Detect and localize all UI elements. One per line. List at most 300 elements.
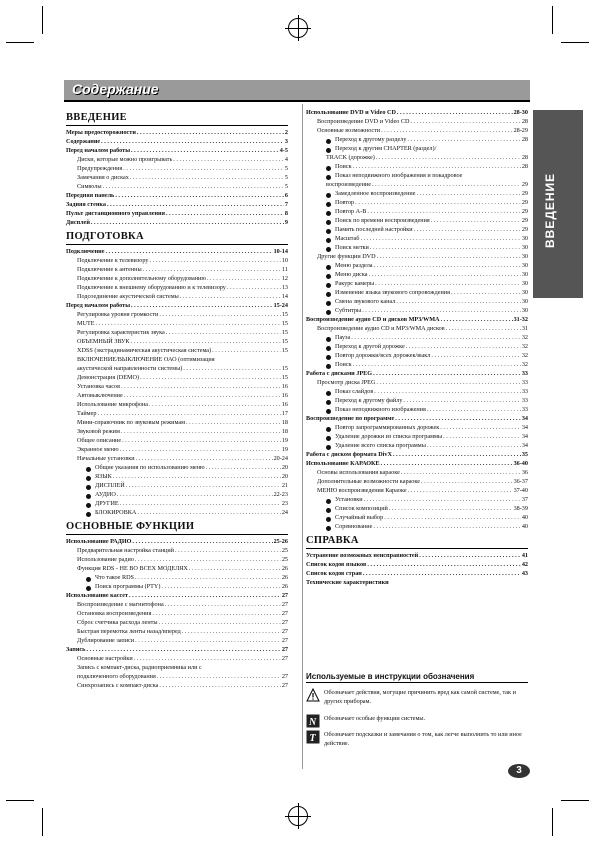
dot-leader: [367, 207, 520, 216]
toc-entry-title: Использование РАДИО: [66, 538, 132, 545]
dot-leader: [123, 164, 284, 173]
toc-entry-title: ОБЪЕМНЫЙ ЗВУК: [77, 338, 130, 345]
toc-entry[interactable]: [306, 315, 528, 324]
toc-entry[interactable]: [66, 645, 288, 654]
toc-entry-page: 16: [281, 392, 288, 399]
toc-entry[interactable]: [66, 654, 288, 663]
toc-entry[interactable]: [66, 191, 288, 200]
dot-leader: [374, 387, 521, 396]
toc-entry-title: АУДИО: [95, 491, 116, 498]
toc-entry[interactable]: [66, 582, 288, 591]
toc-entry[interactable]: [306, 279, 528, 288]
toc-entry-page: 33: [521, 397, 528, 404]
dot-leader: [135, 636, 281, 645]
toc-entry[interactable]: [66, 636, 288, 645]
toc-entry[interactable]: [306, 387, 528, 396]
legend-text: Обозначает действия, могущие причинить вред как самой системе, так и других приборам.: [324, 689, 516, 705]
toc-entry[interactable]: [66, 564, 288, 573]
toc-entry-title: ДРУГИЕ: [95, 500, 119, 507]
toc-entry-title: Субтитры: [335, 307, 362, 314]
dot-leader: [180, 292, 281, 301]
toc-entry[interactable]: [306, 288, 528, 297]
toc-entry[interactable]: [66, 182, 288, 191]
toc-entry[interactable]: [306, 396, 528, 405]
toc-entry-page: 41: [521, 552, 528, 559]
toc-entry-title: Воспроизведение аудио CD и MP3/WMA дисков: [317, 325, 445, 332]
toc-entry-title: Масштаб: [335, 235, 360, 242]
toc-entry-title: Воспроизведение DVD и Video CD: [317, 118, 410, 125]
bullet-icon: [326, 283, 331, 288]
toc-entry-page: 33: [521, 379, 528, 386]
toc-entry-title: Таймер: [77, 410, 97, 417]
dot-leader: [136, 454, 273, 463]
toc-entry[interactable]: [306, 135, 528, 144]
toc-entry-page: 30: [521, 235, 528, 242]
toc-entry-title: Работа с диском формата DivX: [306, 451, 392, 458]
toc-entry-title: Основы использования караоке: [317, 469, 400, 476]
toc-entry[interactable]: [66, 173, 288, 182]
bullet-icon: [326, 265, 331, 270]
toc-entry[interactable]: [66, 508, 288, 517]
toc-entry[interactable]: [66, 609, 288, 618]
toc-entry-page: 30: [521, 262, 528, 269]
toc-entry[interactable]: [66, 128, 288, 137]
toc-entry-title: Меню раздела: [335, 262, 373, 269]
toc-entry-title: Общее описание: [77, 437, 122, 444]
toc-entry-title: Другие функции DVD: [317, 253, 376, 260]
toc-entry-page: 37: [521, 496, 528, 503]
dot-leader: [129, 591, 281, 600]
toc-entry[interactable]: [306, 369, 528, 378]
toc-entry[interactable]: [66, 319, 288, 328]
bullet-icon: [326, 346, 331, 351]
toc-entry-title: Переход к другой дорожке: [335, 343, 405, 350]
toc-entry[interactable]: [306, 551, 528, 560]
toc-entry-page: 18: [281, 419, 288, 426]
toc-entry[interactable]: [66, 164, 288, 173]
toc-entry[interactable]: [306, 324, 528, 333]
toc-entry-page: 19: [281, 446, 288, 453]
dot-leader: [159, 681, 280, 690]
toc-entry[interactable]: [66, 373, 288, 382]
toc-entry[interactable]: [66, 418, 288, 427]
toc-entry-title: Повтор запрограммированных дорожек: [335, 424, 440, 431]
toc-entry-title: Регулировка характеристик звука: [77, 329, 165, 336]
toc-entry[interactable]: [66, 481, 288, 490]
toc-entry[interactable]: [66, 427, 288, 436]
toc-entry[interactable]: [66, 454, 288, 463]
toc-entry[interactable]: [66, 463, 288, 472]
toc-entry-page: 18: [281, 428, 288, 435]
toc-entry-page: 15: [281, 329, 288, 336]
toc-entry[interactable]: [66, 137, 288, 146]
dot-leader: [410, 117, 520, 126]
toc-entry-page: 4-5: [279, 147, 288, 154]
dot-leader: [189, 564, 281, 573]
toc-entry-page: 22-23: [273, 491, 288, 498]
dot-leader: [207, 274, 281, 283]
toc-entry[interactable]: [306, 207, 528, 216]
dot-leader: [397, 108, 513, 117]
toc-entry[interactable]: [66, 672, 288, 681]
toc-entry[interactable]: [66, 200, 288, 209]
toc-entry[interactable]: [306, 162, 528, 171]
toc-entry[interactable]: [306, 351, 528, 360]
toc-entry[interactable]: [306, 432, 528, 441]
toc-entry-title: Список кодов языков: [306, 561, 367, 568]
toc-entry-title: Удаление всего списка программы: [335, 442, 426, 449]
dot-leader: [131, 301, 273, 310]
dot-leader: [443, 432, 521, 441]
toc-entry[interactable]: [306, 252, 528, 261]
crop-mark: [42, 808, 43, 836]
toc-entry-title: Начальные установки: [77, 455, 135, 462]
toc-entry-title: Повтор: [335, 199, 355, 206]
toc-entry-title: Диски, которые можно проигрывать: [77, 156, 173, 163]
toc-entry[interactable]: [66, 256, 288, 265]
toc-entry[interactable]: [66, 445, 288, 454]
toc-entry-title: Быстрая перемотка ленты назад/вперед: [77, 628, 181, 635]
toc-entry[interactable]: [306, 378, 528, 387]
toc-entry[interactable]: [306, 495, 528, 504]
toc-entry[interactable]: [306, 486, 528, 495]
toc-entry-title: Воспроизведение аудио CD и дисков MP3/WMA: [306, 316, 440, 323]
bullet-icon: [326, 526, 331, 531]
dot-leader: [86, 645, 280, 654]
toc-entry-title: Показ неподвижного изображения и покадровое: [335, 172, 463, 179]
dot-leader: [113, 472, 281, 481]
toc-entry[interactable]: [306, 225, 528, 234]
toc-entry-title: ВКЛЮЧЕНИЕ/ВЫКЛЮЧЕНИЕ ОАО (оптимизация: [77, 356, 215, 363]
toc-entry[interactable]: [306, 468, 528, 477]
toc-entry[interactable]: [306, 450, 528, 459]
toc-entry-title: Общие указания по использованию меню: [95, 464, 205, 471]
bullet-icon: [326, 517, 331, 522]
toc-entry[interactable]: [306, 117, 528, 126]
toc-entry[interactable]: [306, 171, 528, 180]
toc-entry-page: 27: [281, 682, 288, 689]
toc-entry-page: 29: [521, 190, 528, 197]
toc-entry[interactable]: [306, 261, 528, 270]
toc-entry-page: 16: [281, 383, 288, 390]
toc-entry-title: Запись с компакт-диска, радиоприемника или с: [77, 664, 202, 671]
toc-entry-page: 33: [521, 370, 528, 377]
dot-leader: [149, 256, 280, 265]
toc-entry-title: Подсоединение акустической системы: [77, 293, 179, 300]
toc-entry-page: 28-30: [513, 109, 528, 116]
toc-entry-title: Замедленное воспроизведение: [335, 190, 416, 197]
toc-entry-title: Показ неподвижного изображения: [335, 406, 426, 413]
bullet-icon: [326, 139, 331, 144]
toc-entry-page: 19: [281, 437, 288, 444]
toc-entry[interactable]: [66, 409, 288, 418]
toc-entry-page: 20: [281, 464, 288, 471]
dot-leader: [212, 346, 281, 355]
toc-entry-title: Использование КАРАОКЕ: [306, 460, 380, 467]
toc-entry-title: Установки: [335, 496, 363, 503]
dot-leader: [140, 373, 281, 382]
toc-entry[interactable]: [306, 243, 528, 252]
toc-entry-title: Переход к другому разделу: [335, 136, 407, 143]
toc-entry-title: Дополнительные возможности караоке: [317, 478, 420, 485]
toc-entry[interactable]: [306, 560, 528, 569]
toc-entry-title: TRACK (дорожке): [326, 154, 375, 161]
toc-entry[interactable]: [306, 198, 528, 207]
toc-entry[interactable]: [66, 537, 288, 546]
dot-leader: [96, 319, 281, 328]
toc-entry[interactable]: [66, 274, 288, 283]
toc-entry-title: Установка часов: [77, 383, 121, 390]
toc-entry[interactable]: [306, 153, 528, 162]
toc-entry-page: 31: [521, 325, 528, 332]
toc-entry[interactable]: [66, 292, 288, 301]
toc-entry-title: Воспроизведение с магнитофона: [77, 601, 164, 608]
toc-entry-title: ДИСПЛЕЙ: [95, 482, 125, 489]
side-tab-label: ВВЕДЕНИЕ: [543, 172, 557, 248]
toc-entry-title: Поиск метки: [335, 244, 369, 251]
toc-entry-page: 14: [281, 293, 288, 300]
toc-entry[interactable]: [306, 216, 528, 225]
bullet-icon: [86, 577, 91, 582]
toc-entry-page: 43: [521, 570, 528, 577]
crop-mark: [552, 6, 553, 34]
dot-leader: [403, 396, 520, 405]
dot-leader: [440, 423, 521, 432]
toc-entry[interactable]: [66, 591, 288, 600]
dot-leader: [115, 191, 284, 200]
toc-entry[interactable]: [66, 146, 288, 155]
toc-entry-title: Подключение к дополнительному оборудованию: [77, 275, 206, 282]
toc-entry[interactable]: [66, 328, 288, 337]
toc-entry[interactable]: [66, 218, 288, 227]
dot-leader: [121, 427, 281, 436]
toc-entry[interactable]: [66, 400, 288, 409]
bullet-icon: [326, 274, 331, 279]
dot-leader: [381, 126, 512, 135]
toc-entry[interactable]: [66, 499, 288, 508]
toc-entry-page: 28-29: [513, 127, 528, 134]
toc-entry[interactable]: [66, 155, 288, 164]
bullet-icon: [326, 202, 331, 207]
toc-entry[interactable]: [306, 414, 528, 423]
toc-entry[interactable]: [306, 504, 528, 513]
dot-leader: [143, 265, 281, 274]
toc-entry[interactable]: [66, 364, 288, 373]
toc-entry-title: Символы: [77, 183, 102, 190]
toc-entry[interactable]: [66, 283, 288, 292]
toc-entry-title: Воспроизведение по программе: [306, 415, 395, 422]
dot-leader: [106, 247, 273, 256]
toc-entry-page: 23: [281, 500, 288, 507]
toc-entry-title: Смена звукового канал: [335, 298, 396, 305]
toc-entry-title: Что такое RDS: [95, 574, 135, 581]
toc-entry[interactable]: [66, 337, 288, 346]
toc-entry[interactable]: [306, 360, 528, 369]
toc-entry-page: 25-26: [273, 538, 288, 545]
toc-entry-page: 11: [282, 266, 288, 273]
dot-leader: [373, 522, 520, 531]
toc-entry[interactable]: [306, 126, 528, 135]
toc-entry-page: 25: [281, 547, 288, 554]
registration-mark: [288, 18, 308, 38]
toc-entry[interactable]: [66, 555, 288, 564]
toc-entry[interactable]: [306, 333, 528, 342]
toc-entry[interactable]: [306, 108, 528, 117]
toc-entry[interactable]: [66, 247, 288, 256]
bullet-icon: [326, 427, 331, 432]
crop-mark: [561, 42, 589, 43]
toc-entry-title: Список композиций: [335, 505, 388, 512]
dot-leader: [351, 333, 521, 342]
dot-leader: [135, 573, 281, 582]
dot-leader: [159, 310, 281, 319]
dot-leader: [431, 216, 521, 225]
toc-entry-page: 24: [281, 509, 288, 516]
toc-entry-title: Предварительная настройка станций: [77, 547, 174, 554]
bullet-icon: [326, 508, 331, 513]
section-heading: ОСНОВНЫЕ ФУНКЦИИ: [66, 520, 288, 535]
toc-entry-title: Использование радио: [77, 556, 134, 563]
toc-entry[interactable]: [306, 270, 528, 279]
page-number: 3: [508, 764, 530, 778]
dot-leader: [131, 146, 279, 155]
toc-entry[interactable]: [66, 436, 288, 445]
page-title: Содержание: [72, 81, 159, 97]
toc-entry[interactable]: [66, 490, 288, 499]
toc-entry[interactable]: [66, 546, 288, 555]
toc-entry-title: Ракурс камеры: [335, 280, 375, 287]
toc-entry[interactable]: [306, 306, 528, 315]
toc-entry-page: 28: [521, 163, 528, 170]
toc-entry-page: 36-40: [513, 460, 528, 467]
toc-entry[interactable]: [66, 301, 288, 310]
toc-entry-page: 16: [281, 401, 288, 408]
toc-entry-title: МЕНЮ воспроизведения Караоке: [317, 487, 407, 494]
toc-entry[interactable]: [306, 569, 528, 578]
toc-entry[interactable]: [306, 522, 528, 531]
toc-entry[interactable]: [66, 346, 288, 355]
toc-entry-title: Подключение: [66, 248, 105, 255]
toc-entry[interactable]: [306, 189, 528, 198]
toc-entry-title: Меры предосторожности: [66, 129, 136, 136]
toc-entry[interactable]: [66, 355, 288, 364]
toc-entry-page: 32: [521, 352, 528, 359]
dot-leader: [126, 481, 281, 490]
toc-entry[interactable]: [66, 627, 288, 636]
toc-entry-title: Содержание: [66, 138, 101, 145]
toc-entry-page: 29: [521, 199, 528, 206]
toc-entry[interactable]: [66, 600, 288, 609]
toc-entry-title: Перед началом работы: [66, 147, 131, 154]
toc-entry[interactable]: [306, 423, 528, 432]
bullet-icon: [326, 400, 331, 405]
toc-entry[interactable]: [66, 618, 288, 627]
crop-mark: [42, 6, 43, 34]
toc-entry-page: 27: [281, 637, 288, 644]
dot-leader: [355, 198, 521, 207]
dot-leader: [427, 405, 521, 414]
toc-entry[interactable]: [66, 310, 288, 319]
toc-entry-page: 3: [284, 138, 288, 145]
dot-leader: [173, 155, 284, 164]
toc-entry[interactable]: [306, 342, 528, 351]
toc-entry-title: Подключение к антенны: [77, 266, 142, 273]
toc-entry[interactable]: [66, 209, 288, 218]
toc-entry-page: 33: [521, 406, 528, 413]
toc-entry[interactable]: [306, 234, 528, 243]
dot-leader: [166, 209, 284, 218]
toc-entry-page: 36-37: [513, 478, 528, 485]
dot-leader: [124, 391, 281, 400]
toc-entry-title: Технические характеристики: [306, 579, 389, 586]
title-bar: [64, 80, 530, 102]
toc-entry-title: Соревнование: [335, 523, 373, 530]
bullet-icon: [326, 301, 331, 306]
toc-entry-title: XDSS (экстрадинамическая акустическая система): [77, 347, 212, 354]
toc-entry[interactable]: [66, 573, 288, 582]
bullet-icon: [86, 494, 91, 499]
dot-leader: [165, 600, 281, 609]
dot-leader: [149, 400, 281, 409]
toc-entry-page: 20: [281, 473, 288, 480]
toc-entry-title: Изменение языка звукового сопровождения: [335, 289, 450, 296]
toc-entry-page: 34: [521, 442, 528, 449]
dot-leader: [101, 137, 284, 146]
toc-entry[interactable]: [306, 578, 528, 587]
dot-leader: [353, 360, 521, 369]
dot-leader: [376, 378, 520, 387]
dot-leader: [206, 463, 281, 472]
toc-entry-title: Повтор А-В: [335, 208, 367, 215]
toc-entry[interactable]: [66, 472, 288, 481]
toc-right-column: [306, 108, 528, 587]
toc-entry-title: Пауза: [335, 334, 351, 341]
dot-leader: [122, 436, 281, 445]
dot-leader: [182, 627, 281, 636]
toc-entry-title: Демонстрация (DEMO): [77, 374, 140, 381]
toc-entry-page: 27: [281, 601, 288, 608]
toc-entry[interactable]: [66, 681, 288, 690]
toc-entry-title: Поиск: [335, 361, 352, 368]
dot-leader: [389, 504, 513, 513]
toc-entry-title: акустической направленности системы): [77, 365, 183, 372]
toc-entry[interactable]: [306, 477, 528, 486]
toc-entry-title: Передняя панель: [66, 192, 115, 199]
toc-entry[interactable]: [66, 382, 288, 391]
toc-entry[interactable]: [66, 265, 288, 274]
svg-text:N: N: [309, 717, 317, 728]
dot-leader: [401, 468, 521, 477]
toc-entry-page: 30: [521, 244, 528, 251]
toc-entry[interactable]: [66, 663, 288, 672]
bullet-icon: [326, 436, 331, 441]
toc-entry[interactable]: [306, 297, 528, 306]
toc-entry[interactable]: [306, 180, 528, 189]
toc-entry[interactable]: [306, 144, 528, 153]
toc-entry[interactable]: [306, 459, 528, 468]
toc-entry-title: Переход к другому файлу: [335, 397, 403, 404]
toc-entry-title: Пульт дистанционного управления: [66, 210, 165, 217]
dot-leader: [370, 243, 521, 252]
toc-entry[interactable]: [66, 391, 288, 400]
toc-entry[interactable]: [306, 441, 528, 450]
dot-leader: [375, 279, 521, 288]
dot-leader: [406, 342, 521, 351]
dot-leader: [374, 261, 521, 270]
toc-entry[interactable]: [306, 513, 528, 522]
toc-entry[interactable]: [306, 405, 528, 414]
toc-entry-title: Сброс счетчика расхода ленты: [77, 619, 158, 626]
